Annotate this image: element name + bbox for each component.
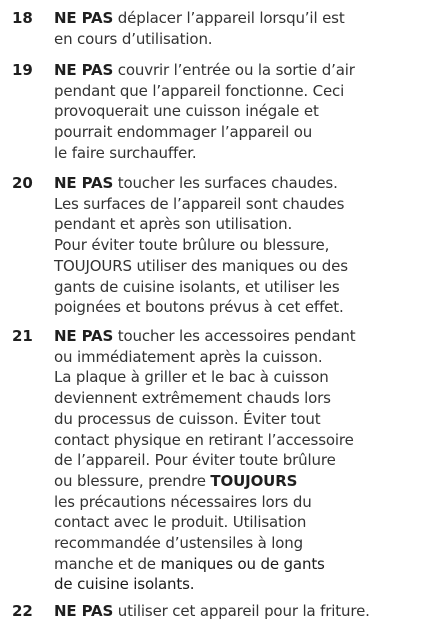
text-line [54, 492, 426, 513]
body-text: de cuisine isolants. [54, 575, 195, 594]
item-number: 19 [12, 61, 33, 79]
text-line [54, 29, 426, 50]
body-text: Les surfaces de l’appareil sont chaudes [54, 194, 345, 213]
body-text: de l’appareil. Pour éviter toute brûlure [54, 451, 336, 470]
body-text: contact avec le produit. Utilisation [54, 513, 307, 532]
text-line [54, 60, 426, 81]
text-line [54, 173, 426, 194]
body-text: pourrait endommager l’appareil ou [54, 123, 313, 142]
text-line [54, 601, 426, 622]
text-line [54, 297, 426, 318]
item-number: 20 [12, 174, 33, 192]
body-text: couvrir l’entrée ou la sortie d’air [113, 61, 355, 79]
text-line [54, 554, 426, 575]
emphasis-text: NE PAS [54, 61, 114, 79]
text-line [54, 194, 426, 215]
body-text: contact physique en retirant l’accessoire [54, 430, 354, 449]
item-text [54, 60, 426, 164]
text-line [54, 101, 426, 122]
text-line [54, 326, 426, 347]
emphasis-text: TOUJOURS [210, 471, 298, 490]
body-text: toucher les surfaces chaudes. [113, 174, 338, 192]
body-text: Pour éviter toute brûlure ou blessure, [54, 236, 330, 255]
body-text: utiliser cet appareil pour la friture. [113, 602, 370, 620]
body-text: pendant que l’appareil fonctionne. Ceci [54, 81, 345, 100]
text-line [54, 277, 426, 298]
body-text: gants de cuisine isolants, et utiliser les [54, 277, 340, 296]
item-text [54, 601, 426, 622]
body-text: manche et de [54, 554, 161, 573]
body-text: provoquerait une cuisson inégale et [54, 102, 319, 121]
text-line [54, 81, 426, 102]
text-line [54, 235, 426, 256]
body-text: du processus de cuisson. Éviter tout [54, 409, 321, 428]
text-line [54, 214, 426, 235]
item-text [54, 8, 426, 49]
body-text: maniques ou de gants [160, 554, 325, 573]
text-line [54, 574, 426, 595]
text-line [54, 409, 426, 430]
body-text: deviennent extrêmement chauds lors [54, 389, 331, 408]
text-line [54, 430, 426, 451]
text-line [54, 471, 426, 492]
body-text: pendant et après son utilisation. [54, 215, 293, 234]
item-text [54, 173, 426, 318]
emphasis-text: NE PAS [54, 327, 114, 345]
text-line [54, 450, 426, 471]
item-number: 18 [12, 9, 33, 27]
text-line [54, 256, 426, 277]
body-text: ou blessure, prendre [54, 471, 211, 490]
text-line [54, 512, 426, 533]
body-text: en cours d’utilisation. [54, 29, 213, 48]
text-line [54, 388, 426, 409]
text-line [54, 143, 426, 164]
item-number: 22 [12, 602, 33, 620]
body-text: les précautions nécessaires lors du [54, 492, 312, 511]
body-text: TOUJOURS utiliser des maniques ou des [54, 256, 348, 275]
body-text: toucher les accessoires pendant [113, 327, 356, 345]
item-number: 21 [12, 327, 33, 345]
emphasis-text: NE PAS [54, 602, 114, 620]
body-text: ou immédiatement après la cuisson. [54, 347, 323, 366]
emphasis-text: NE PAS [54, 9, 114, 27]
body-text: le faire surchauffer. [54, 143, 197, 162]
text-line [54, 367, 426, 388]
body-text: déplacer l’appareil lorsqu’il est [113, 9, 345, 27]
text-line [54, 8, 426, 29]
emphasis-text: NE PAS [54, 174, 114, 192]
body-text: recommandée d’ustensiles à long [54, 534, 304, 553]
body-text: La plaque à griller et le bac à cuisson [54, 368, 329, 387]
text-line [54, 347, 426, 368]
text-line [54, 533, 426, 554]
body-text: poignées et boutons prévus à cet effet. [54, 298, 344, 317]
item-text [54, 326, 426, 595]
text-line [54, 122, 426, 143]
